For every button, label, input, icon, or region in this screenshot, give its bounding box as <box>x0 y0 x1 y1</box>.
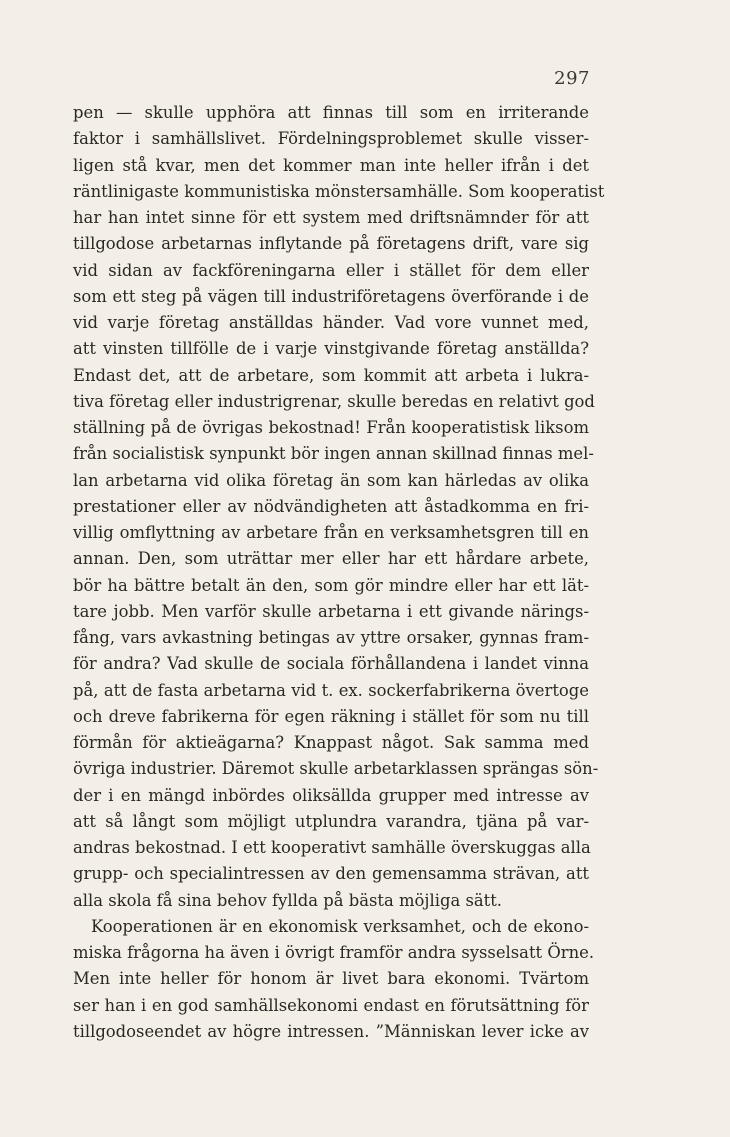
text-line: der i en mängd inbördes oliksällda grupper med intresse av <box>73 785 589 805</box>
text-line: tillgodoseendet av högre intressen. ”Människan lever icke av <box>73 1021 589 1041</box>
text-line: lan arbetarna vid olika företag än som kan härledas av olika <box>73 470 589 490</box>
text-line: annan. Den, som uträttar mer eller har ett hårdare arbete, <box>73 549 589 569</box>
text-line: pen — skulle upphöra att finnas till som en irriterande <box>73 103 589 122</box>
text-line: vid varje företag anställdas händer. Vad vore vunnet med, <box>73 313 589 332</box>
text-line: och dreve fabrikerna för egen räkning i stället för som nu till <box>73 706 589 726</box>
text-line: andras bekostnad. I ett kooperativt samhälle överskuggas alla <box>73 838 591 857</box>
text-line: fång, vars avkastning betingas av yttre orsaker, gynnas fram- <box>73 628 589 647</box>
text-line: ligen stå kvar, men det kommer man inte heller ifrån i det <box>73 155 589 175</box>
text-line: övriga industrier. Däremot skulle arbetarklassen sprängas sön- <box>73 759 599 779</box>
text-line: prestationer eller av nödvändigheten att åstadkomma en fri- <box>73 496 589 516</box>
text-line: för andra? Vad skulle de sociala förhållandena i landet vinna <box>73 654 589 674</box>
page-number: 297 <box>554 68 590 89</box>
text-line: från socialistisk synpunkt bör ingen annan skillnad finnas mel- <box>73 444 594 464</box>
text-line: att vinsten tillfölle de i varje vinstgivande företag anställda? <box>73 339 589 359</box>
paragraph-start-line: Kooperationen är en ekonomisk verksamhet, och de ekono- <box>91 916 589 936</box>
text-line: bör ha bättre betalt än den, som gör mindre eller har ett lät- <box>73 575 589 595</box>
text-line: ser han i en god samhällsekonomi endast en förutsättning för <box>73 995 589 1015</box>
text-line: ställning på de övrigas bekostnad! Från kooperatistisk liksom <box>73 418 589 437</box>
text-line: tare jobb. Men varför skulle arbetarna i ett givande närings- <box>73 601 589 621</box>
paragraph-end-line: alla skola få sina behov fyllda på bästa möjliga sätt. <box>73 890 503 910</box>
text-line: har han intet sinne för ett system med driftsnämnder för att <box>73 208 589 227</box>
text-line: faktor i samhällslivet. Fördelningsproblemet skulle visser- <box>73 129 589 149</box>
text-line: grupp- och specialintressen av den gemensamma strävan, att <box>73 864 589 884</box>
text-line: som ett steg på vägen till industriföretagens överförande i de <box>73 286 589 306</box>
text-line: räntlinigaste kommunistiska mönstersamhälle. Som kooperatist <box>73 181 605 201</box>
body-text <box>73 100 605 1045</box>
text-line: Endast det, att de arbetare, som kommit att arbeta i lukra- <box>73 365 589 385</box>
text-line: på, att de fasta arbetarna vid t. ex. sockerfabrikerna övertoge <box>73 680 589 700</box>
text-line: Men inte heller för honom är livet bara ekonomi. Tvärtom <box>73 969 589 989</box>
text-line: miska frågorna ha även i övrigt framför andra sysselsatt Örne. <box>73 943 595 962</box>
text-line: tillgodose arbetarnas inflytande på företagens drift, vare sig <box>73 234 589 254</box>
text-line: villig omflyttning av arbetare från en verksamhetsgren till en <box>73 523 589 542</box>
text-line: vid sidan av fackföreningarna eller i stället för dem eller <box>73 260 589 280</box>
text-line: att så långt som möjligt utplundra varandra, tjäna på var- <box>73 811 589 831</box>
text-line: förmån för aktieägarna? Knappast något. Sak samma med <box>73 733 589 752</box>
text-line: tiva företag eller industrigrenar, skulle beredas en relativt god <box>73 391 595 411</box>
